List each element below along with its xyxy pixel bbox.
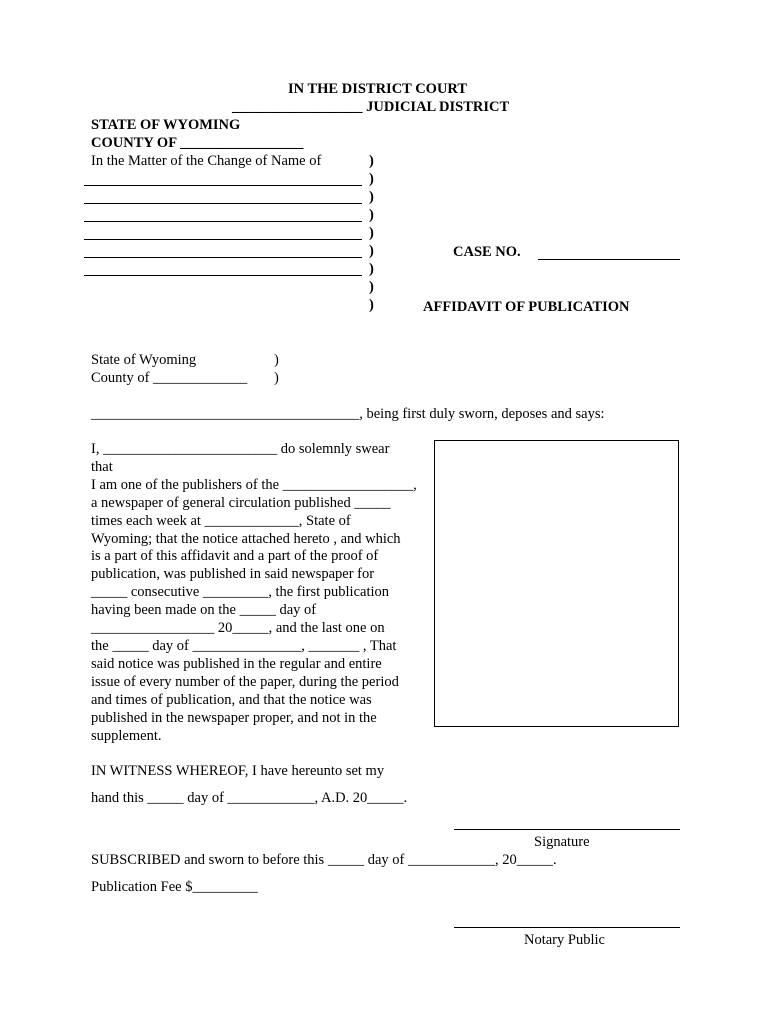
witness-line-1: IN WITNESS WHEREOF, I have hereunto set my xyxy=(91,763,385,779)
venue-state: State of Wyoming xyxy=(91,352,197,368)
body-line: and times of publication, and that the notice was xyxy=(91,691,372,708)
body-line: publication, was published in said newspaper for xyxy=(91,566,375,583)
deponent-line[interactable]: _____________________________________, being first duly sworn, deposes and says: xyxy=(91,406,605,422)
caption-paren: ) xyxy=(369,207,374,223)
body-line: is a part of this affidavit and a part of the proof of xyxy=(91,548,379,565)
witness-line-2[interactable]: hand this _____ day of ____________, A.D. 20_____. xyxy=(91,790,408,806)
notary-signature-line[interactable] xyxy=(454,927,680,928)
caption-paren: ) xyxy=(369,153,374,169)
case-no-label: CASE NO. xyxy=(453,244,521,260)
case-no-field[interactable] xyxy=(538,259,680,260)
body-line: issue of every number of the paper, during the period xyxy=(91,673,399,690)
subscribed-line[interactable]: SUBSCRIBED and sworn to before this _____ day of ____________, 20_____. xyxy=(91,852,557,868)
county-field[interactable]: COUNTY OF _________________ xyxy=(91,135,304,151)
body-line[interactable]: having been made on the _____ day of xyxy=(91,602,317,619)
venue-paren: ) xyxy=(274,370,279,386)
affidavit-body xyxy=(91,441,431,745)
document-title: AFFIDAVIT OF PUBLICATION xyxy=(423,299,630,315)
body-line[interactable]: a newspaper of general circulation published _____ xyxy=(91,494,391,511)
body-line[interactable]: I, ________________________ do solemnly swear xyxy=(91,441,390,457)
notice-attachment-box[interactable] xyxy=(434,440,679,727)
signature-label: Signature xyxy=(534,834,590,850)
body-line[interactable]: I am one of the publishers of the __________________, xyxy=(91,476,417,493)
venue-paren: ) xyxy=(274,352,279,368)
caption-paren: ) xyxy=(369,243,374,259)
caption-paren: ) xyxy=(369,279,374,295)
body-line: supplement. xyxy=(91,727,162,744)
body-line: published in the newspaper proper, and not in the xyxy=(91,709,377,726)
caption-paren: ) xyxy=(369,261,374,277)
body-line[interactable]: times each week at _____________, State of xyxy=(91,512,351,529)
name-line-6[interactable] xyxy=(84,275,362,276)
caption-paren: ) xyxy=(369,189,374,205)
notary-label: Notary Public xyxy=(524,932,605,948)
name-line-4[interactable] xyxy=(84,239,362,240)
caption-paren: ) xyxy=(369,297,374,313)
caption-paren: ) xyxy=(369,171,374,187)
name-line-1[interactable] xyxy=(84,185,362,186)
venue-county-field[interactable]: County of _____________ xyxy=(91,370,248,386)
caption-paren: ) xyxy=(369,225,374,241)
body-line: said notice was published in the regular and entire xyxy=(91,655,382,672)
court-title: IN THE DISTRICT COURT xyxy=(288,81,468,97)
name-line-2[interactable] xyxy=(84,203,362,204)
body-line: that xyxy=(91,458,113,475)
name-line-5[interactable] xyxy=(84,257,362,258)
name-line-3[interactable] xyxy=(84,221,362,222)
body-line: Wyoming; that the notice attached hereto , and which xyxy=(91,530,401,547)
matter-label: In the Matter of the Change of Name of xyxy=(91,153,322,169)
body-line[interactable]: the _____ day of _______________, _______ , That xyxy=(91,637,397,654)
judicial-district-field[interactable]: __________________ JUDICIAL DISTRICT xyxy=(232,99,510,115)
body-line[interactable]: _____ consecutive _________, the first publication xyxy=(91,584,390,601)
publication-fee-field[interactable]: Publication Fee $_________ xyxy=(91,879,258,895)
state-heading: STATE OF WYOMING xyxy=(91,117,241,133)
signature-line[interactable] xyxy=(454,829,680,830)
body-line[interactable]: _________________ 20_____, and the last one on xyxy=(91,620,385,637)
